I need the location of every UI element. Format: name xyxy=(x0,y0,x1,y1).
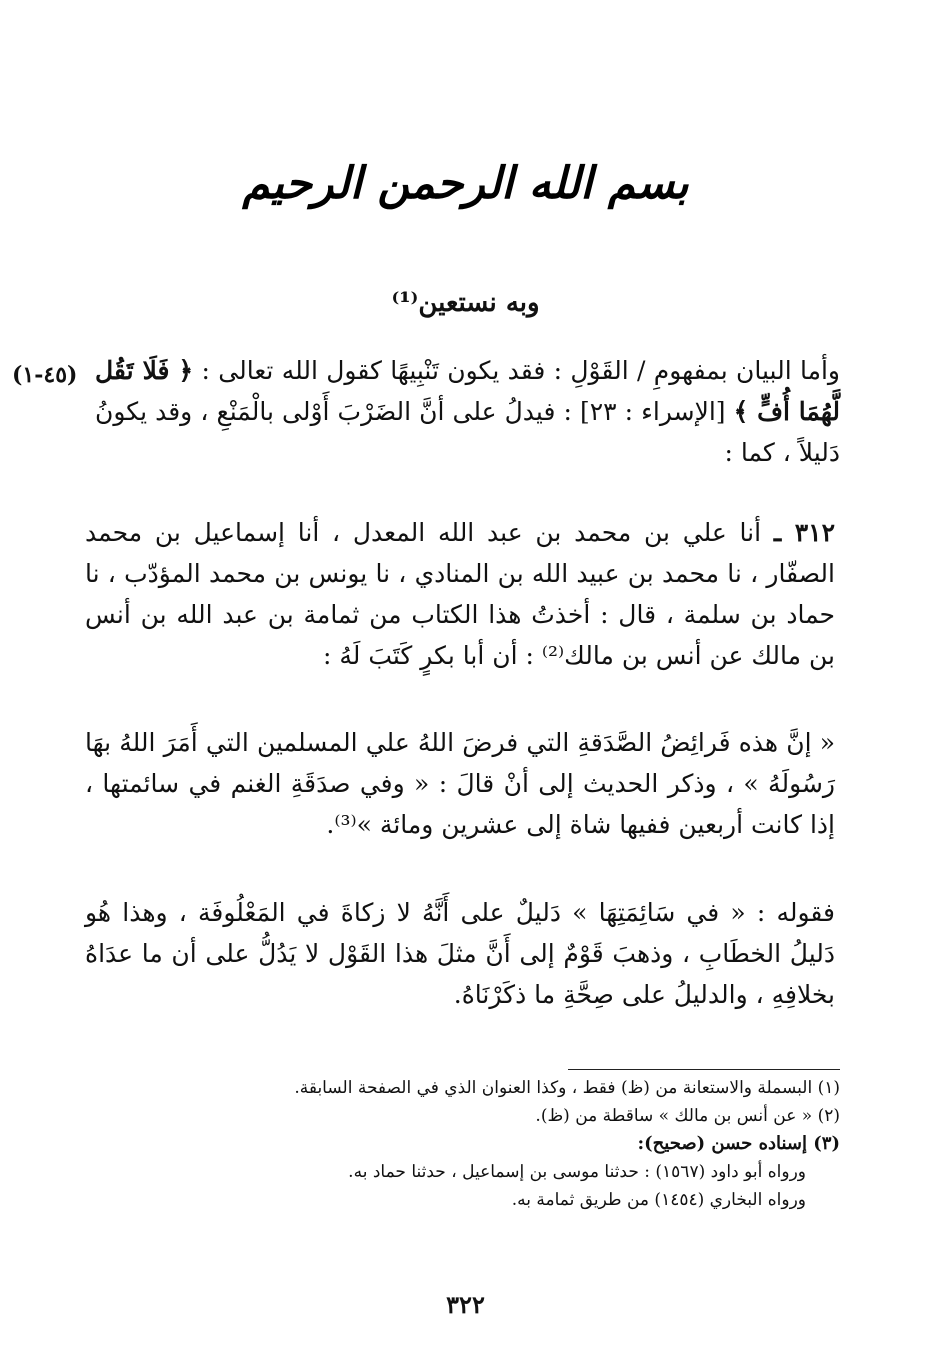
footnote-1: (١) البسملة والاستعانة من (ظ) فقط ، وكذا العنوان الذي في الصفحة السابقة. xyxy=(294,1078,840,1098)
hadith-number: ٣١٢ ـ xyxy=(773,518,836,547)
paragraph-3: « إنَّ هذه فَرائِضُ الصَّدَقةِ التي فرضَ اللهُ علي المسلمين التي أَمَرَ اللهُ بهَا رَسُولَهُ » ، وذكر الحديث إلى أنْ قالَ : « وفي صدَقَةِ الغنم في سائمتها ، إذا كانت أربعين ففيها شاة إلى عشرين ومائة »⁽³⁾. xyxy=(85,728,835,839)
paragraph-1-rest: [الإسراء : ٢٣] : فيدلُ على أنَّ الضَرْبَ أَوْلى بالْمَنْعِ ، وقد يكونُ دَليلاً ، كما : xyxy=(95,397,840,467)
paragraph-1 xyxy=(95,350,840,473)
footnote-3-line-a: ورواه أبو داود (١٥٦٧) : حدثنا موسى بن إسماعيل ، حدثنا حماد به. xyxy=(348,1162,806,1182)
footnote-2: (٢) « عن أنس بن مالك » ساقطة من (ظ). xyxy=(535,1106,840,1126)
page-number: ٣٢٢ xyxy=(446,1290,485,1319)
paragraph-2 xyxy=(85,512,835,676)
paragraph-4: فقوله : « في سَائِمَتِهَا » دَليلٌ على أَنَّهُ لا زكاةَ في المَعْلُوفَة ، وهذا هُو دَليلُ الخطَابِ ، وذهبَ قَوْمٌ إلى أَنَّ مثلَ هذا القَوْل لا يَدُلُّ على أن ما عدَاهُ بخلافِهِ ، والدليلُ على صِحَّةِ ما ذكَرْنَاهُ. xyxy=(85,898,835,1009)
footnotes xyxy=(100,1074,840,1214)
margin-reference: (٤٥-١) xyxy=(12,362,78,388)
paragraph-1-text: وأما البيان بمفهومِ / القَوْلِ : فقد يكون تَنْبِيهًا كقول الله تعالى : xyxy=(193,356,840,385)
footnote-3: (٣) إسناده حسن (صحيح): xyxy=(637,1133,840,1154)
footnote-3-line-b: ورواه البخاري (١٤٥٤) من طريق ثمامة به. xyxy=(511,1190,806,1210)
subtitle: وبه نستعين⁽¹⁾ xyxy=(391,288,540,318)
quran-verse: ﴿ فَلَا تَقُل لَّهُمَا أُفٍّ ﴾ xyxy=(95,356,840,426)
paragraph-2-text: أنا علي بن محمد بن عبد الله المعدل ، أنا إسماعيل بن محمد الصفّار ، نا محمد بن عبيد الله بن المنادي ، نا يونس بن محمد المؤدّب ، نا حماد بن سلمة ، قال : أخذتُ هذا الكتاب من ثمامة بن عبد الله بن أنس بن مالك عن أنس بن مالك⁽²⁾ : أن أبا بكرٍ كَتَبَ لَهُ : xyxy=(85,518,835,670)
footnote-divider xyxy=(568,1069,840,1070)
basmala-heading: بسم الله الرحمن الرحيم xyxy=(242,158,689,209)
